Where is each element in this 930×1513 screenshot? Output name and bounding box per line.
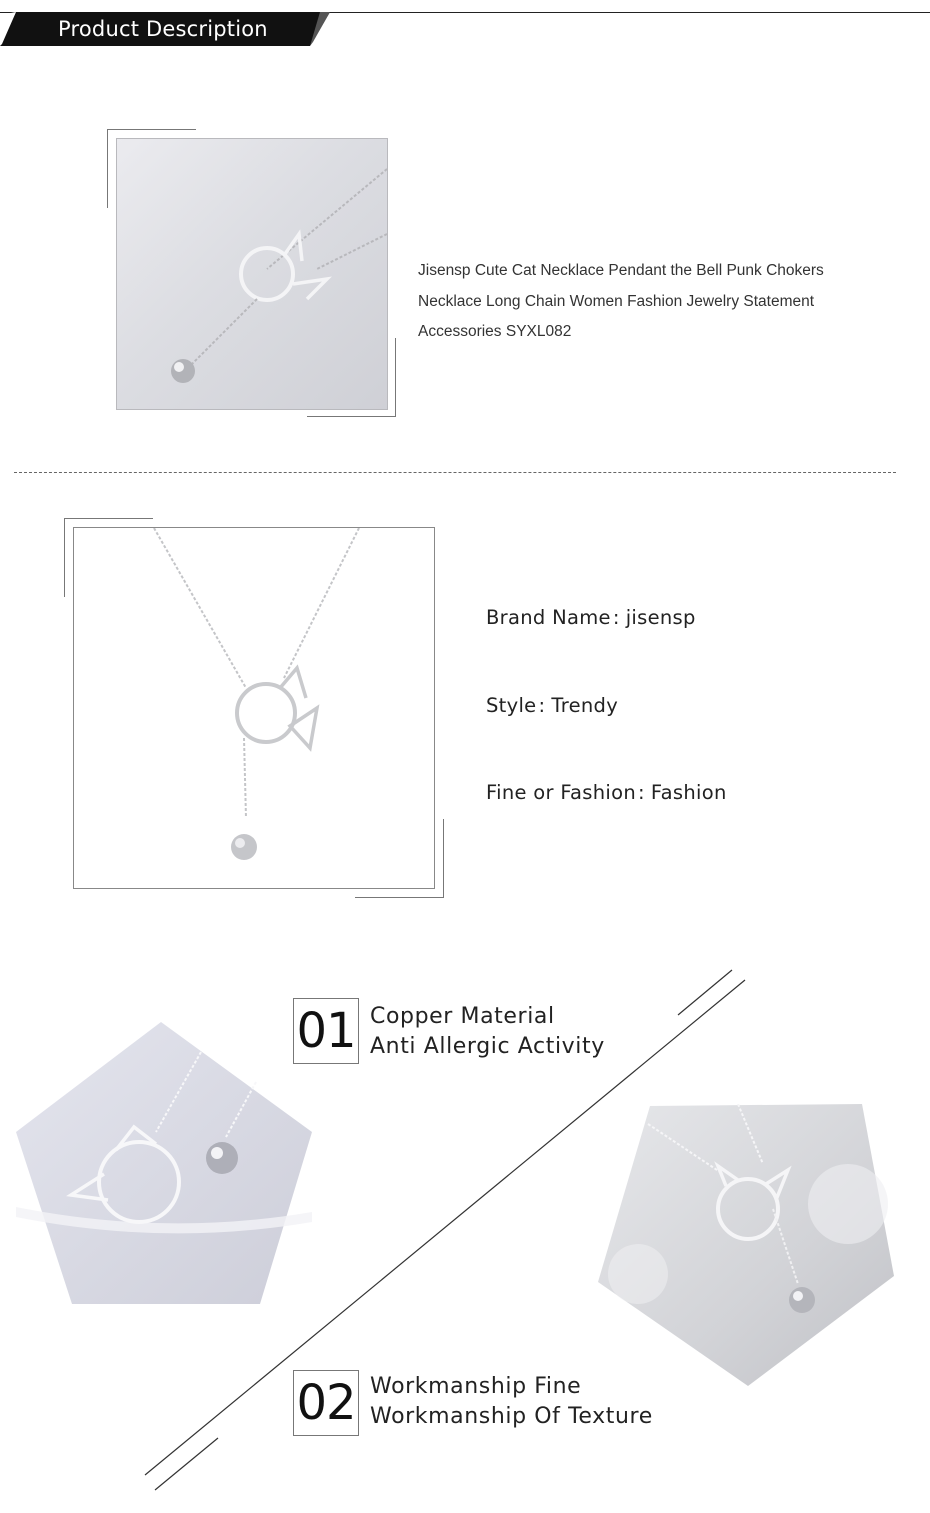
feature-line: Workmanship Of Texture <box>370 1404 653 1429</box>
product-photo-3 <box>16 1022 312 1306</box>
spec-label: Brand Name <box>486 606 611 629</box>
feature-line: Anti Allergic Activity <box>370 1034 605 1059</box>
header-title: Product Description <box>58 17 268 41</box>
product-title-line: Jisensp Cute Cat Necklace Pendant the Bell Punk Chokers <box>418 262 824 279</box>
feature-line: Copper Material <box>370 1004 555 1029</box>
spec-fine-or-fashion: Fine or Fashion : Fashion <box>486 781 727 804</box>
product-title-line: Necklace Long Chain Women Fashion Jewelry Statement <box>418 292 815 310</box>
bell-icon <box>206 1142 238 1174</box>
feature-number: 01 <box>293 998 359 1064</box>
spec-label: Style <box>486 694 537 717</box>
spec-style: Style : Trendy <box>486 694 619 717</box>
bell-icon <box>789 1287 815 1313</box>
feature-text <box>370 1372 653 1432</box>
product-title-line: Accessories SYXL082 <box>418 323 572 340</box>
spec-value: jisensp <box>625 606 696 629</box>
cat-pendant-icon <box>74 528 434 888</box>
product-title <box>418 256 898 348</box>
section-divider <box>14 472 896 473</box>
spec-brand-name: Brand Name : jisensp <box>486 606 696 629</box>
feature-text <box>370 1002 605 1062</box>
spec-value: Trendy <box>551 694 619 717</box>
spec-label: Fine or Fashion <box>486 781 637 804</box>
cat-pendant-icon <box>117 139 387 409</box>
feature-line: Workmanship Fine <box>370 1374 582 1399</box>
spec-value: Fashion <box>650 781 727 804</box>
product-photo-1 <box>116 138 388 410</box>
feature-number: 02 <box>293 1370 359 1436</box>
product-photo-4 <box>598 1104 894 1388</box>
bell-icon <box>231 834 257 860</box>
product-photo-2 <box>73 527 435 889</box>
